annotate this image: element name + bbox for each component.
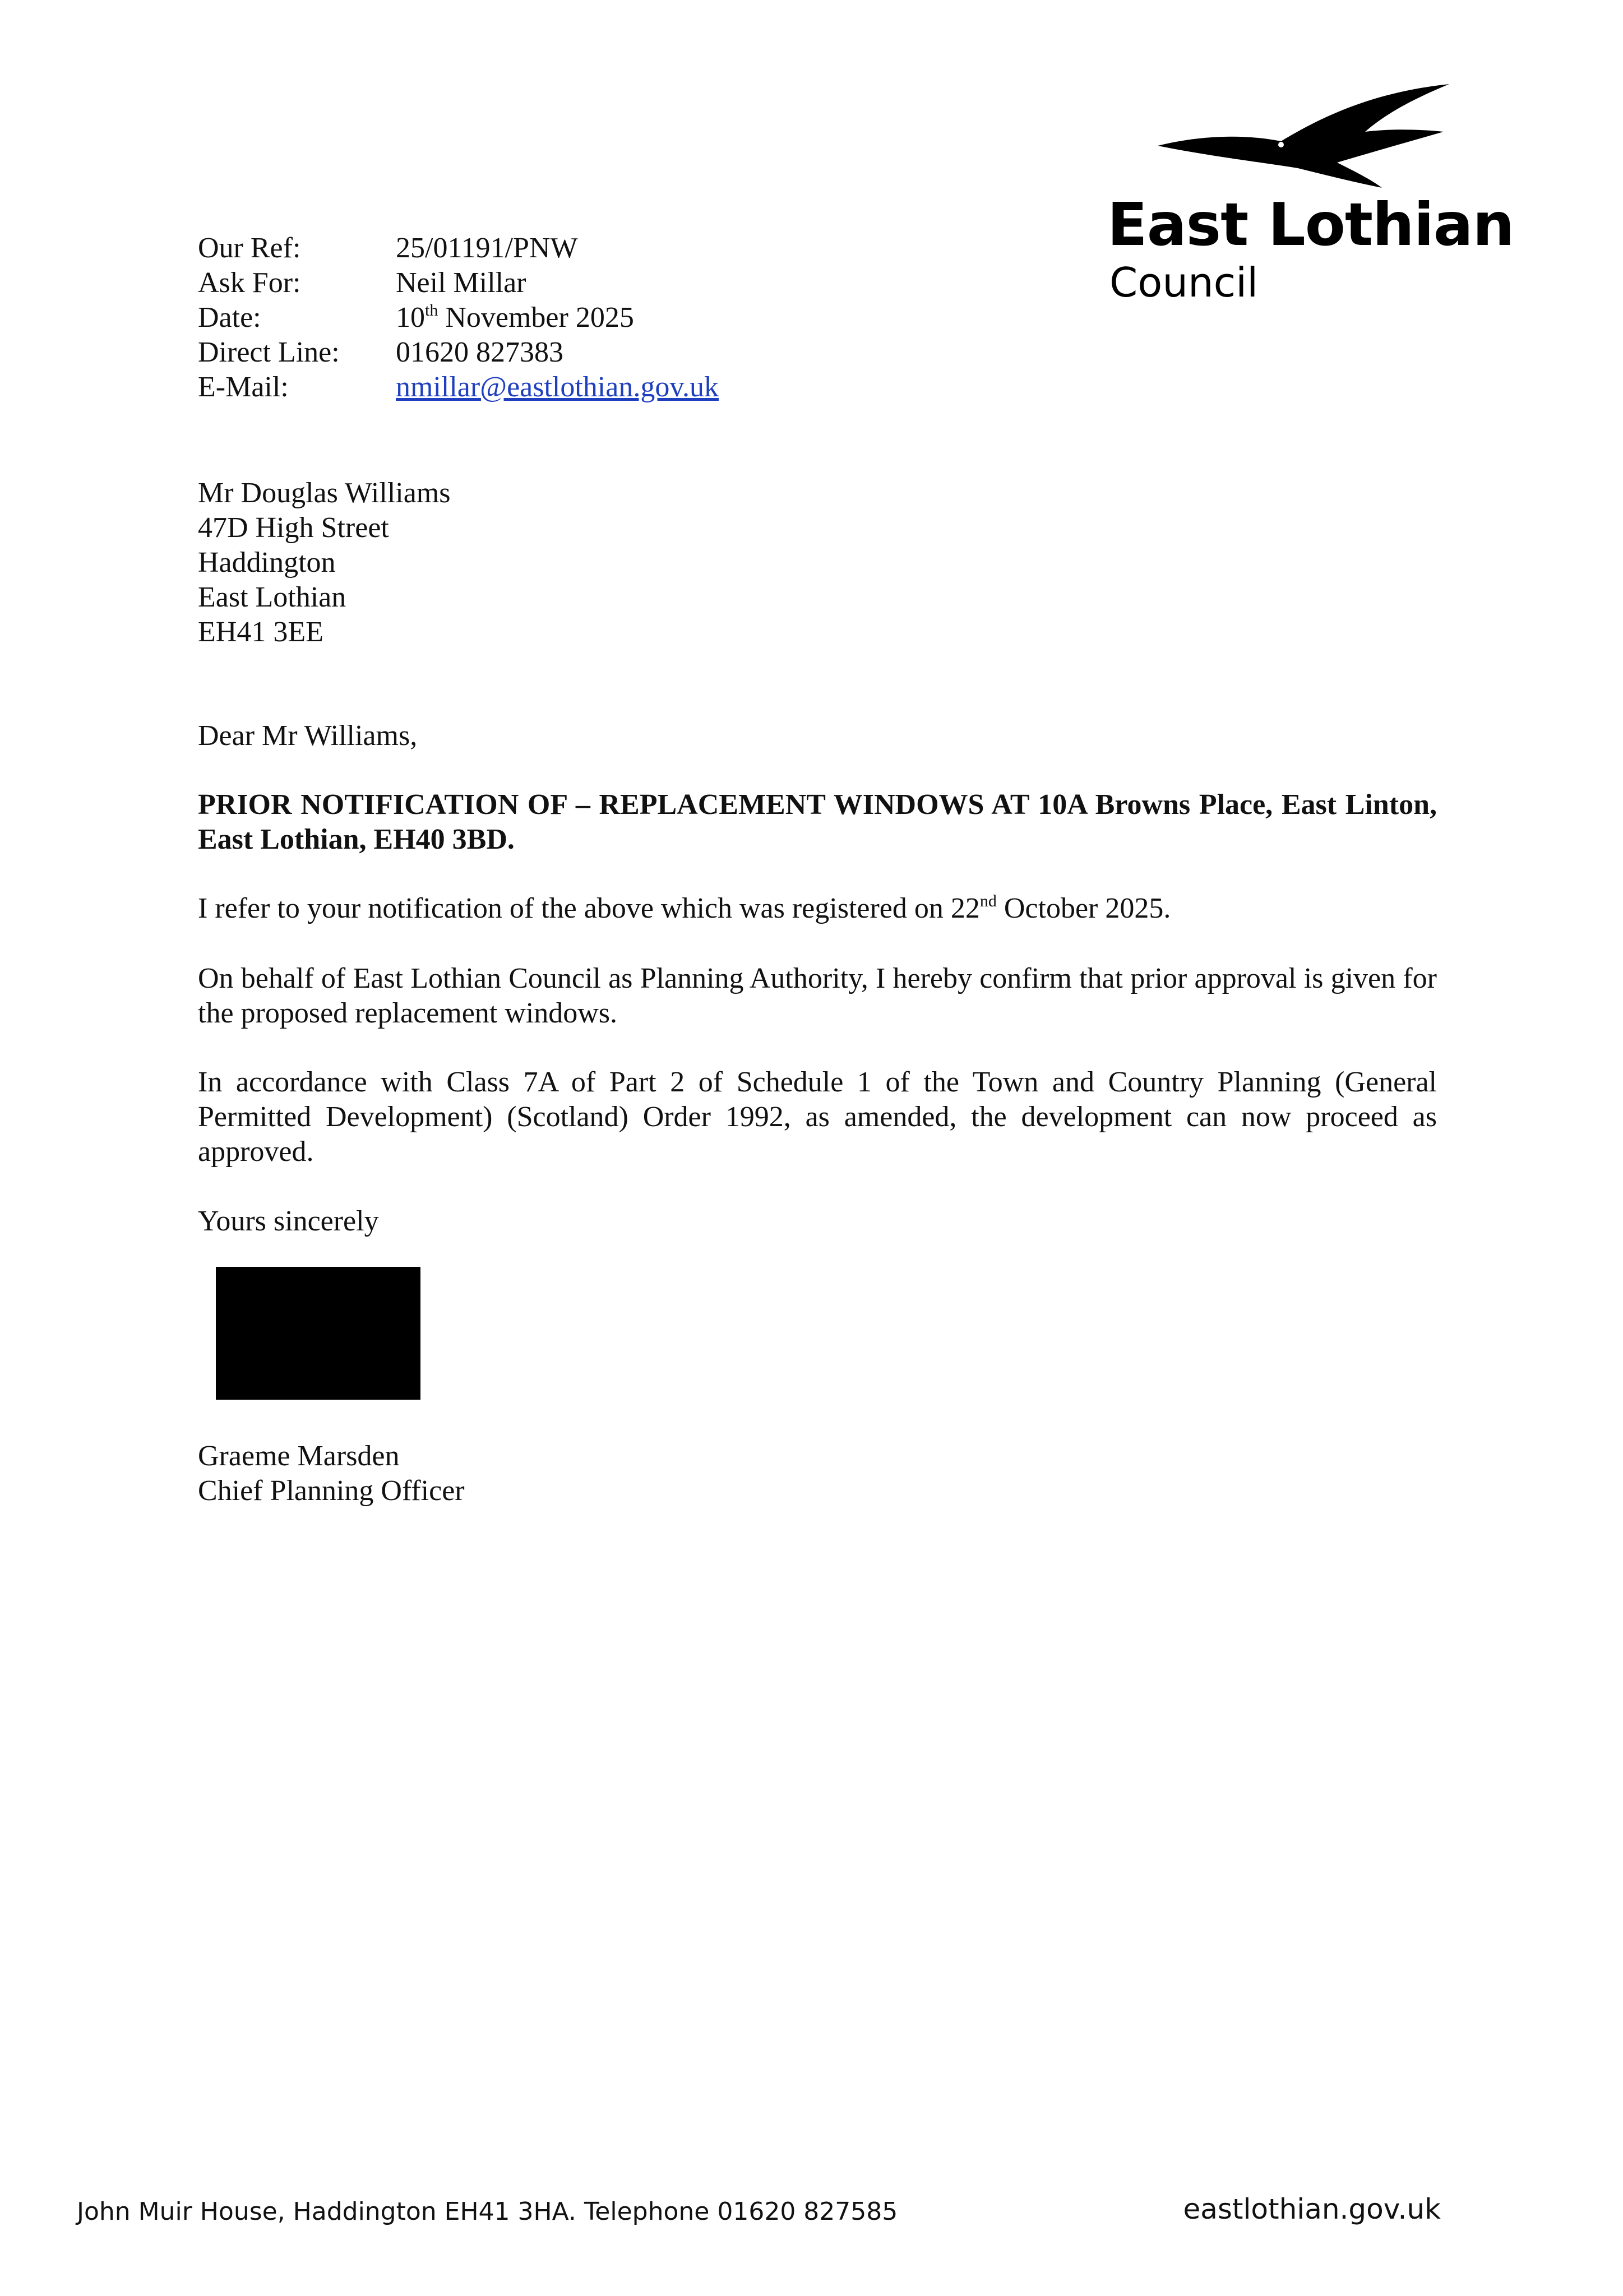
email-link[interactable]: nmillar@eastlothian.gov.uk <box>396 371 719 403</box>
ref-label: Our Ref: <box>198 232 301 264</box>
recipient-address <box>198 476 450 650</box>
date-value: 10th November 2025 <box>396 301 634 334</box>
address-line: EH41 3EE <box>198 616 323 648</box>
ref-value: 01620 827383 <box>396 336 563 368</box>
address-line: 47D High Street <box>198 512 389 544</box>
address-line: Haddington <box>198 547 336 578</box>
signatory-name: Graeme Marsden <box>198 1440 400 1472</box>
logo-name: East Lothian <box>1107 191 1514 259</box>
address-line: Mr Douglas Williams <box>198 477 451 509</box>
ref-row-ask-for <box>198 266 719 300</box>
footer-website[interactable]: eastlothian.gov.uk <box>1183 2193 1441 2225</box>
footer-address: John Muir House, Haddington EH41 3HA. Telephone 01620 827585 <box>77 2197 898 2226</box>
signatory-block <box>198 1439 465 1508</box>
ref-row-our-ref <box>198 231 719 266</box>
ref-value: Neil Millar <box>396 267 526 299</box>
paragraph-approval: On behalf of East Lothian Council as Planning Authority, I hereby confirm that prior approval is given for the proposed replacement windows. <box>198 962 1437 1029</box>
council-logo <box>1107 78 1539 306</box>
reference-block <box>198 231 719 405</box>
ref-label: Direct Line: <box>198 336 340 368</box>
paragraph-legal-basis: In accordance with Class 7A of Part 2 of Schedule 1 of the Town and Country Planning (General Permitted Development) (Scotland) Order 1992, as amended, the development can now proceed as approved. <box>198 1066 1437 1168</box>
ref-label: Date: <box>198 302 261 334</box>
ref-label: E-Mail: <box>198 371 289 403</box>
ref-row-date <box>198 300 719 335</box>
ref-row-email <box>198 370 719 405</box>
closing: Yours sincerely <box>198 1205 379 1237</box>
ref-row-direct-line <box>198 335 719 370</box>
paragraph-registration: I refer to your notification of the above which was registered on 22nd October 2025. <box>198 892 1171 924</box>
ref-label: Ask For: <box>198 267 301 299</box>
ref-value: 25/01191/PNW <box>396 232 578 264</box>
eagle-icon <box>1152 78 1466 191</box>
salutation: Dear Mr Williams, <box>198 720 418 752</box>
subject-line: PRIOR NOTIFICATION OF – REPLACEMENT WINDOWS AT 10A Browns Place, East Linton, East Lothian, EH40 3BD. <box>198 789 1437 855</box>
signatory-title: Chief Planning Officer <box>198 1475 465 1507</box>
redacted-signature <box>216 1267 420 1400</box>
logo-subtitle: Council <box>1109 259 1259 306</box>
address-line: East Lothian <box>198 581 346 613</box>
